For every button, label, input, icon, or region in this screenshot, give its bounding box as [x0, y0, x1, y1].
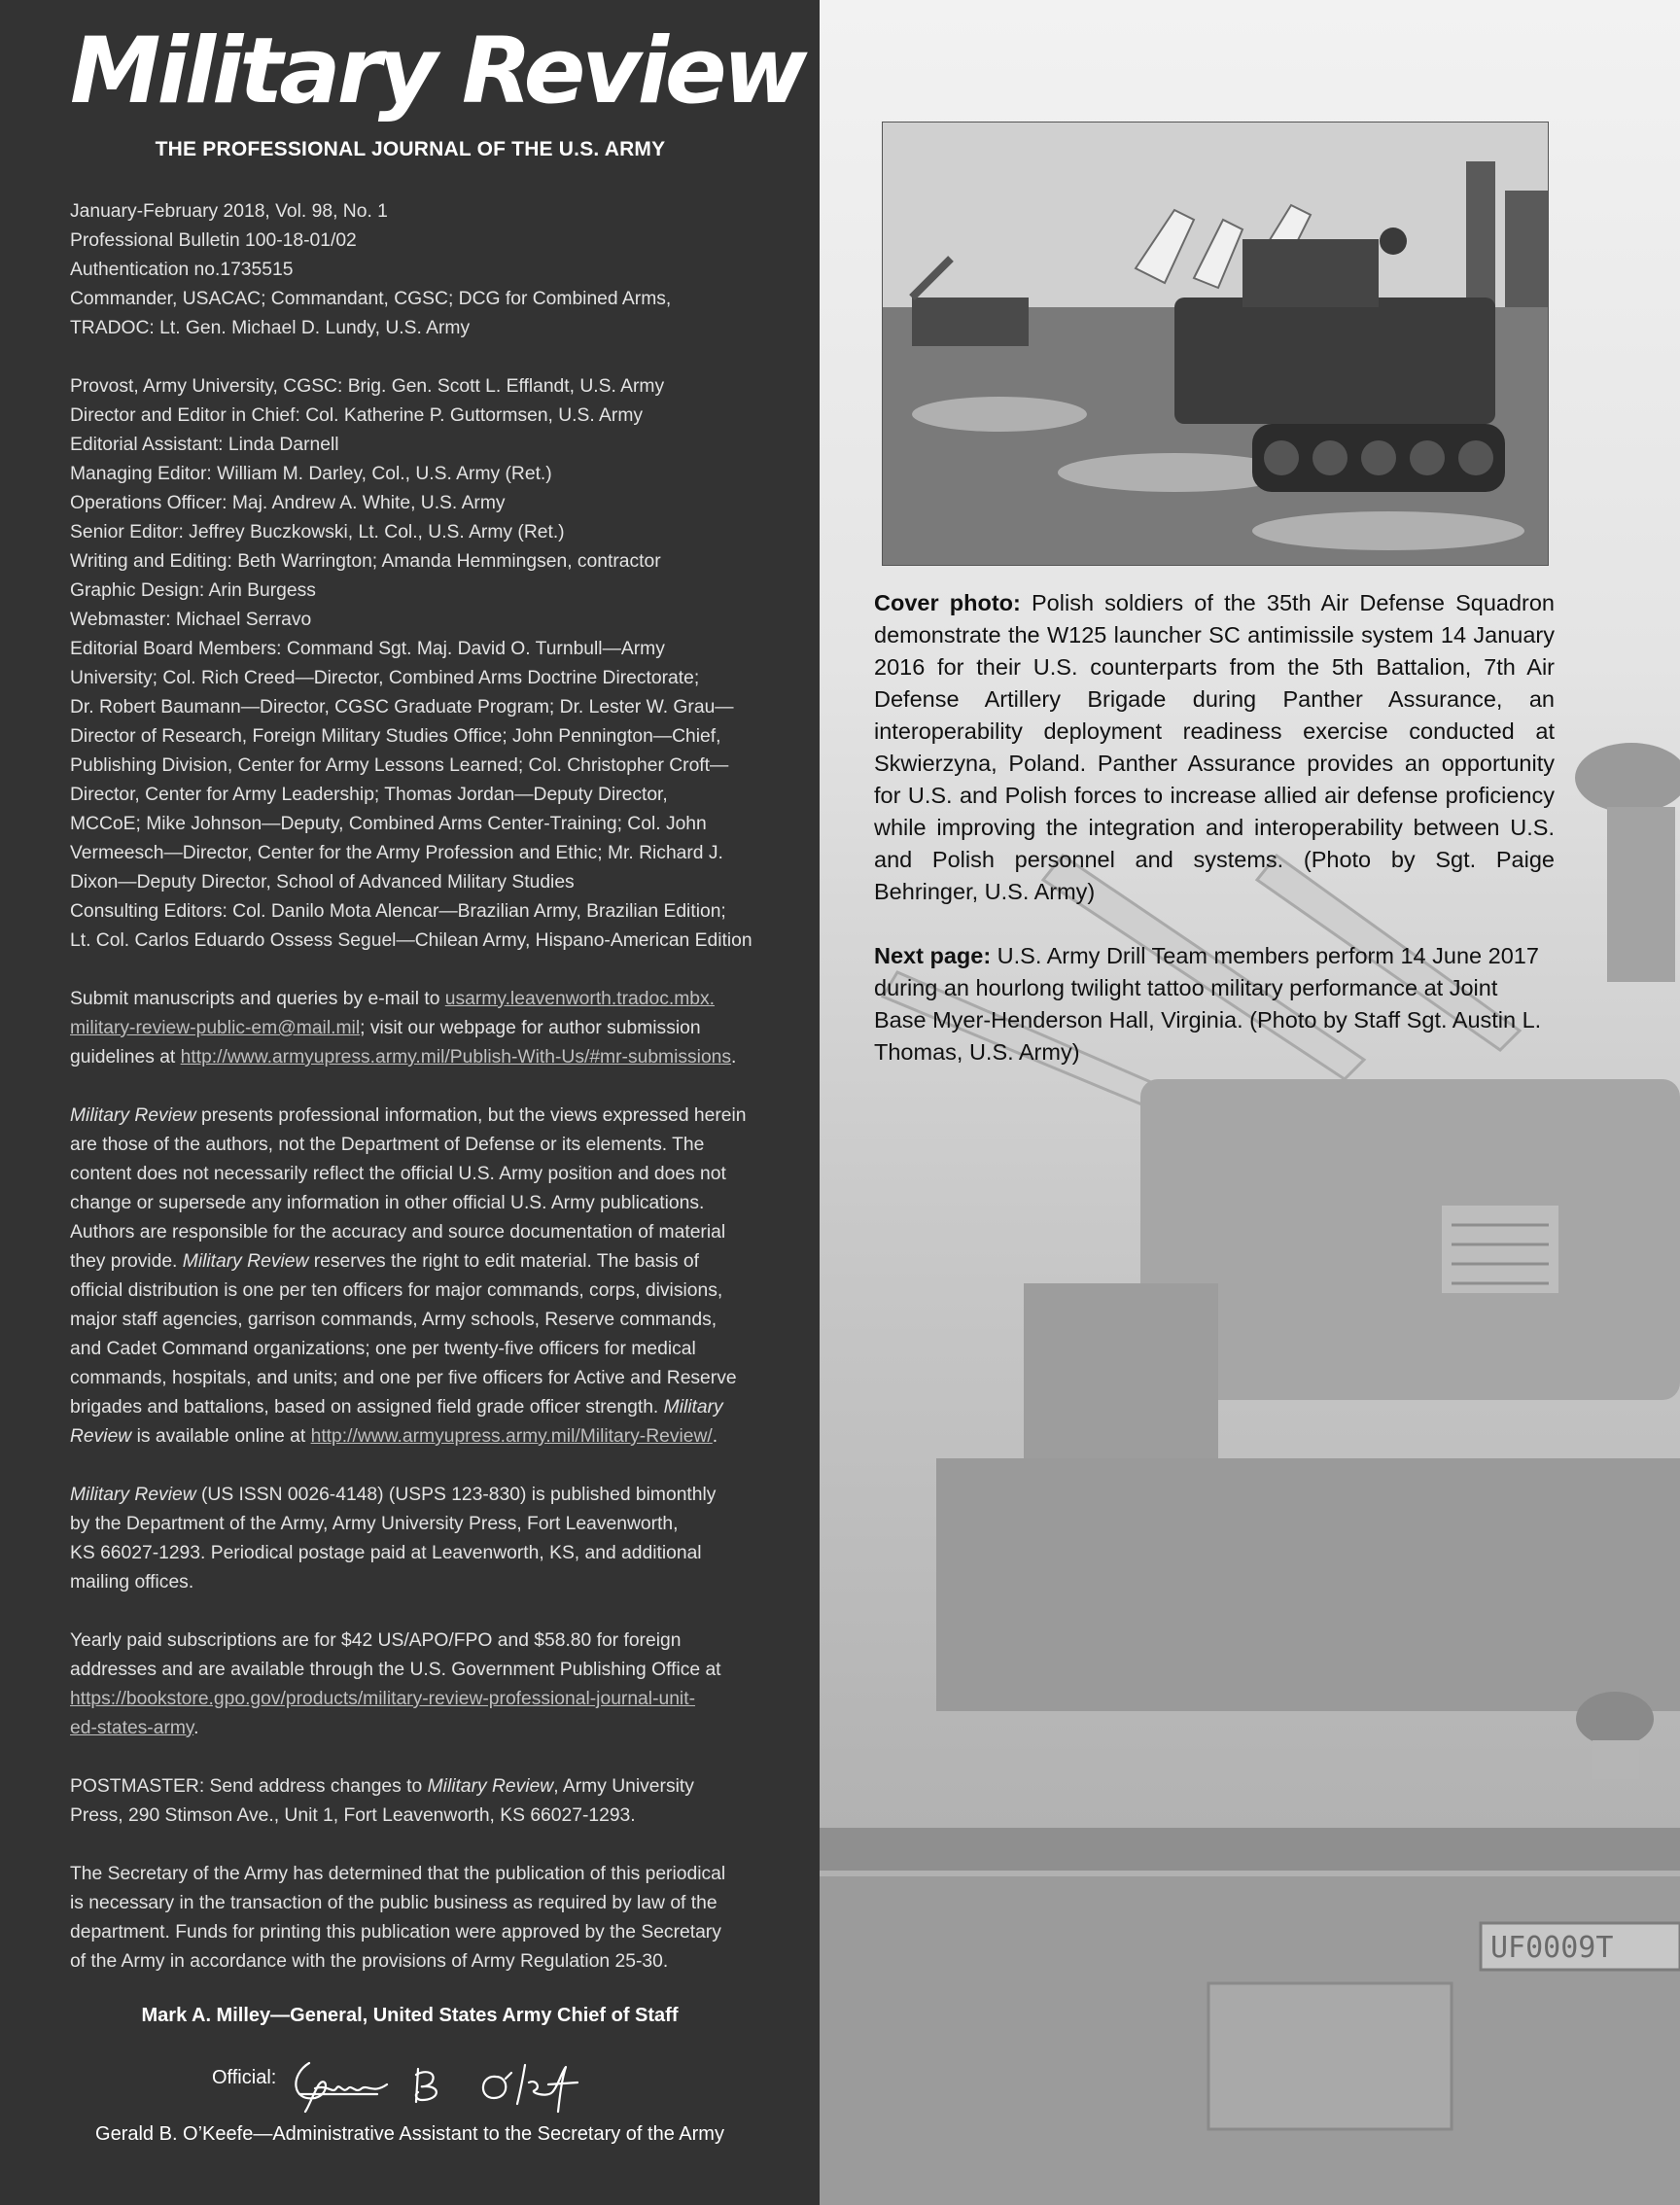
postmaster-text: , Army University — [553, 1776, 694, 1797]
staff-line: Senior Editor: Jeffrey Buczkowski, Lt. Col., U.S. Army (Ret.) — [70, 522, 565, 542]
staff-line: Dr. Robert Baumann—Director, CGSC Graduate Program; Dr. Lester W. Grau— — [70, 697, 734, 718]
masthead-column — [0, 0, 820, 2205]
bookstore-link[interactable]: https://bookstore.gpo.gov/products/military-review-professional-journal-unit- — [70, 1689, 695, 1709]
disclaimer-text: reserves the right to edit material. The basis of — [308, 1251, 699, 1272]
disclaimer-line: are those of the authors, not the Department of Defense or its elements. The — [70, 1135, 705, 1155]
italic-title: Review — [70, 1426, 132, 1447]
italic-title: Military Review — [182, 1251, 309, 1272]
cover-photo — [882, 122, 1549, 566]
handwritten-signature — [280, 2055, 611, 2116]
issn-line: by the Department of the Army, Army University Press, Fort Leavenworth, — [70, 1514, 679, 1534]
secretary-line: The Secretary of the Army has determined that the publication of this periodical — [70, 1864, 726, 1884]
caption-label: Next page: — [874, 943, 992, 968]
submit-text-2: ; visit our webpage for author submission — [360, 1018, 701, 1038]
official-label: Official: — [212, 2067, 277, 2088]
cover-photo-illustration — [883, 122, 1548, 565]
disclaimer — [70, 1102, 770, 1452]
chief-of-staff: Mark A. Milley—General, United States Army Chief of Staff — [141, 2005, 679, 2026]
italic-title: Military Review — [70, 1485, 196, 1505]
staff-lines — [70, 197, 770, 956]
staff-line: MCCoE; Mike Johnson—Deputy, Combined Arms Center-Training; Col. John — [70, 814, 707, 834]
staff-line: Consulting Editors: Col. Danilo Mota Alencar—Brazilian Army, Brazilian Edition; — [70, 901, 726, 922]
issn-line: mailing offices. — [70, 1572, 194, 1592]
italic-title: Military — [663, 1397, 723, 1418]
cover-photo-caption — [874, 587, 1555, 908]
issn-line: KS 66027-1293. Periodical postage paid at Leavenworth, KS, and additional — [70, 1543, 702, 1563]
italic-title: Military Review — [427, 1776, 554, 1797]
staff-line: Webmaster: Michael Serravo — [70, 610, 312, 630]
disclaimer-text: is available online at — [131, 1426, 311, 1447]
caption-text: Polish soldiers of the 35th Air Defense Squadron demonstrate the W125 launcher SC antimissile system 14 January 2016 for their U.S. counterparts from the 5th Battalion, 7th Air Defense Artillery Brigade during Panther Assurance, an interoperability deployment readiness exercise conducted at Skwierzyna, Poland. Panther Assurance provides an opportunity for U.S. and Polish forces to increase allied air defense proficiency while improving the integration and interoperability between U.S. and Polish personnel and systems. (Photo by Sgt. Paige Behringer, U.S. Army) — [874, 590, 1555, 904]
subscription-line: addresses and are available through the U.S. Government Publishing Office at — [70, 1660, 721, 1680]
caption-label: Cover photo: — [874, 590, 1021, 615]
bookstore-link-cont[interactable]: ed-states-army — [70, 1718, 194, 1738]
postmaster-info — [70, 1772, 770, 1831]
postmaster-text: POSTMASTER: Send address changes to — [70, 1776, 428, 1797]
staff-line: Provost, Army University, CGSC: Brig. Gen. Scott L. Efflandt, U.S. Army — [70, 376, 665, 397]
subscription-line: Yearly paid subscriptions are for $42 US/APO/FPO and $58.80 for foreign — [70, 1630, 682, 1651]
staff-line: Professional Bulletin 100-18-01/02 — [70, 230, 357, 251]
staff-line: January-February 2018, Vol. 98, No. 1 — [70, 201, 388, 222]
punct: . — [712, 1426, 718, 1447]
secretary-line: is necessary in the transaction of the public business as required by law of the — [70, 1893, 718, 1913]
email-link[interactable]: usarmy.leavenworth.tradoc.mbx. — [444, 989, 715, 1009]
staff-line: University; Col. Rich Creed—Director, Combined Arms Doctrine Directorate; — [70, 668, 700, 688]
secretary-statement — [70, 1860, 770, 1977]
disclaimer-line: major staff agencies, garrison commands, Army schools, Reserve commands, — [70, 1310, 718, 1330]
punct: . — [731, 1047, 737, 1068]
staff-line: Editorial Assistant: Linda Darnell — [70, 435, 339, 455]
staff-line: Graphic Design: Arin Burgess — [70, 580, 316, 601]
staff-line: Managing Editor: William M. Darley, Col., U.S. Army (Ret.) — [70, 464, 552, 484]
staff-line: Operations Officer: Maj. Andrew A. White, U.S. Army — [70, 493, 506, 513]
italic-title: Military Review — [70, 1105, 196, 1126]
disclaimer-text: they provide. — [70, 1251, 183, 1272]
issn-text: (US ISSN 0026-4148) (USPS 123-830) is published bimonthly — [195, 1485, 717, 1505]
submission-info — [70, 985, 770, 1072]
staff-line: Publishing Division, Center for Army Lessons Learned; Col. Christopher Croft— — [70, 755, 729, 776]
disclaimer-line: commands, hospitals, and units; and one per five officers for Active and Reserve — [70, 1368, 737, 1388]
staff-line: Dixon—Deputy Director, School of Advanced Military Studies — [70, 872, 575, 892]
spacer — [70, 343, 770, 372]
staff-line: Commander, USACAC; Commandant, CGSC; DCG for Combined Arms, — [70, 289, 672, 309]
submit-text-3: guidelines at — [70, 1047, 181, 1068]
secretary-line: of the Army in accordance with the provisions of Army Regulation 25-30. — [70, 1951, 669, 1972]
issn-info — [70, 1481, 770, 1597]
staff-line: Authentication no.1735515 — [70, 260, 294, 280]
staff-line: Vermeesch—Director, Center for the Army Profession and Ethic; Mr. Richard J. — [70, 843, 723, 863]
military-review-link[interactable]: http://www.armyupress.army.mil/Military-Review/ — [310, 1426, 713, 1447]
staff-listing — [70, 197, 770, 1977]
disclaimer-line: content does not necessarily reflect the official U.S. Army position and does not — [70, 1164, 726, 1184]
disclaimer-line: change or supersede any information in other official U.S. Army publications. — [70, 1193, 705, 1213]
postmaster-line: Press, 290 Stimson Ave., Unit 1, Fort Leavenworth, KS 66027-1293. — [70, 1805, 636, 1826]
subscription-info — [70, 1627, 770, 1743]
disclaimer-line: Authors are responsible for the accuracy and source documentation of material — [70, 1222, 726, 1242]
next-page-caption — [874, 940, 1555, 1068]
disclaimer-line: and Cadet Command organizations; one per twenty-five officers for medical — [70, 1339, 696, 1359]
submit-text: Submit manuscripts and queries by e-mail to — [70, 989, 445, 1009]
caption-text: U.S. Army Drill Team members perform 14 June 2017 during an hourlong twilight tattoo military performance at Joint Base Myer-Henderson Hall, Virginia. (Photo by Staff Sgt. Austin L. Thomas, U.S. Army) — [874, 943, 1542, 1065]
staff-line: Director and Editor in Chief: Col. Katherine P. Guttormsen, U.S. Army — [70, 405, 644, 426]
magazine-title: Military Review — [70, 18, 804, 124]
email-link-cont[interactable]: military-review-public-em@mail.mil — [70, 1018, 361, 1038]
staff-line: Director of Research, Foreign Military Studies Office; John Pennington—Chief, — [70, 726, 721, 747]
administrative-assistant: Gerald B. O’Keefe—Administrative Assistant to the Secretary of the Army — [95, 2123, 724, 2145]
disclaimer-text: brigades and battalions, based on assigned field grade officer strength. — [70, 1397, 664, 1418]
submissions-link[interactable]: http://www.armyupress.army.mil/Publish-With-Us/#mr-submissions — [180, 1047, 732, 1068]
staff-line: TRADOC: Lt. Gen. Michael D. Lundy, U.S. Army — [70, 318, 471, 338]
secretary-line: department. Funds for printing this publication were approved by the Secretary — [70, 1922, 721, 1942]
disclaimer-line: official distribution is one per ten officers for major commands, corps, divisions, — [70, 1280, 723, 1301]
punct: . — [193, 1718, 199, 1738]
plate-number: UF0009T — [1490, 1931, 1614, 1965]
magazine-subtitle: THE PROFESSIONAL JOURNAL OF THE U.S. ARMY — [155, 138, 666, 160]
staff-line: Writing and Editing: Beth Warrington; Amanda Hemmingsen, contractor — [70, 551, 661, 572]
staff-line: Editorial Board Members: Command Sgt. Maj. David O. Turnbull—Army — [70, 639, 665, 659]
staff-line: Lt. Col. Carlos Eduardo Ossess Seguel—Chilean Army, Hispano-American Edition — [70, 930, 752, 951]
disclaimer-text: presents professional information, but the views expressed herein — [195, 1105, 747, 1126]
official-signature-row — [0, 2055, 820, 2114]
staff-line: Director, Center for Army Leadership; Thomas Jordan—Deputy Director, — [70, 785, 668, 805]
